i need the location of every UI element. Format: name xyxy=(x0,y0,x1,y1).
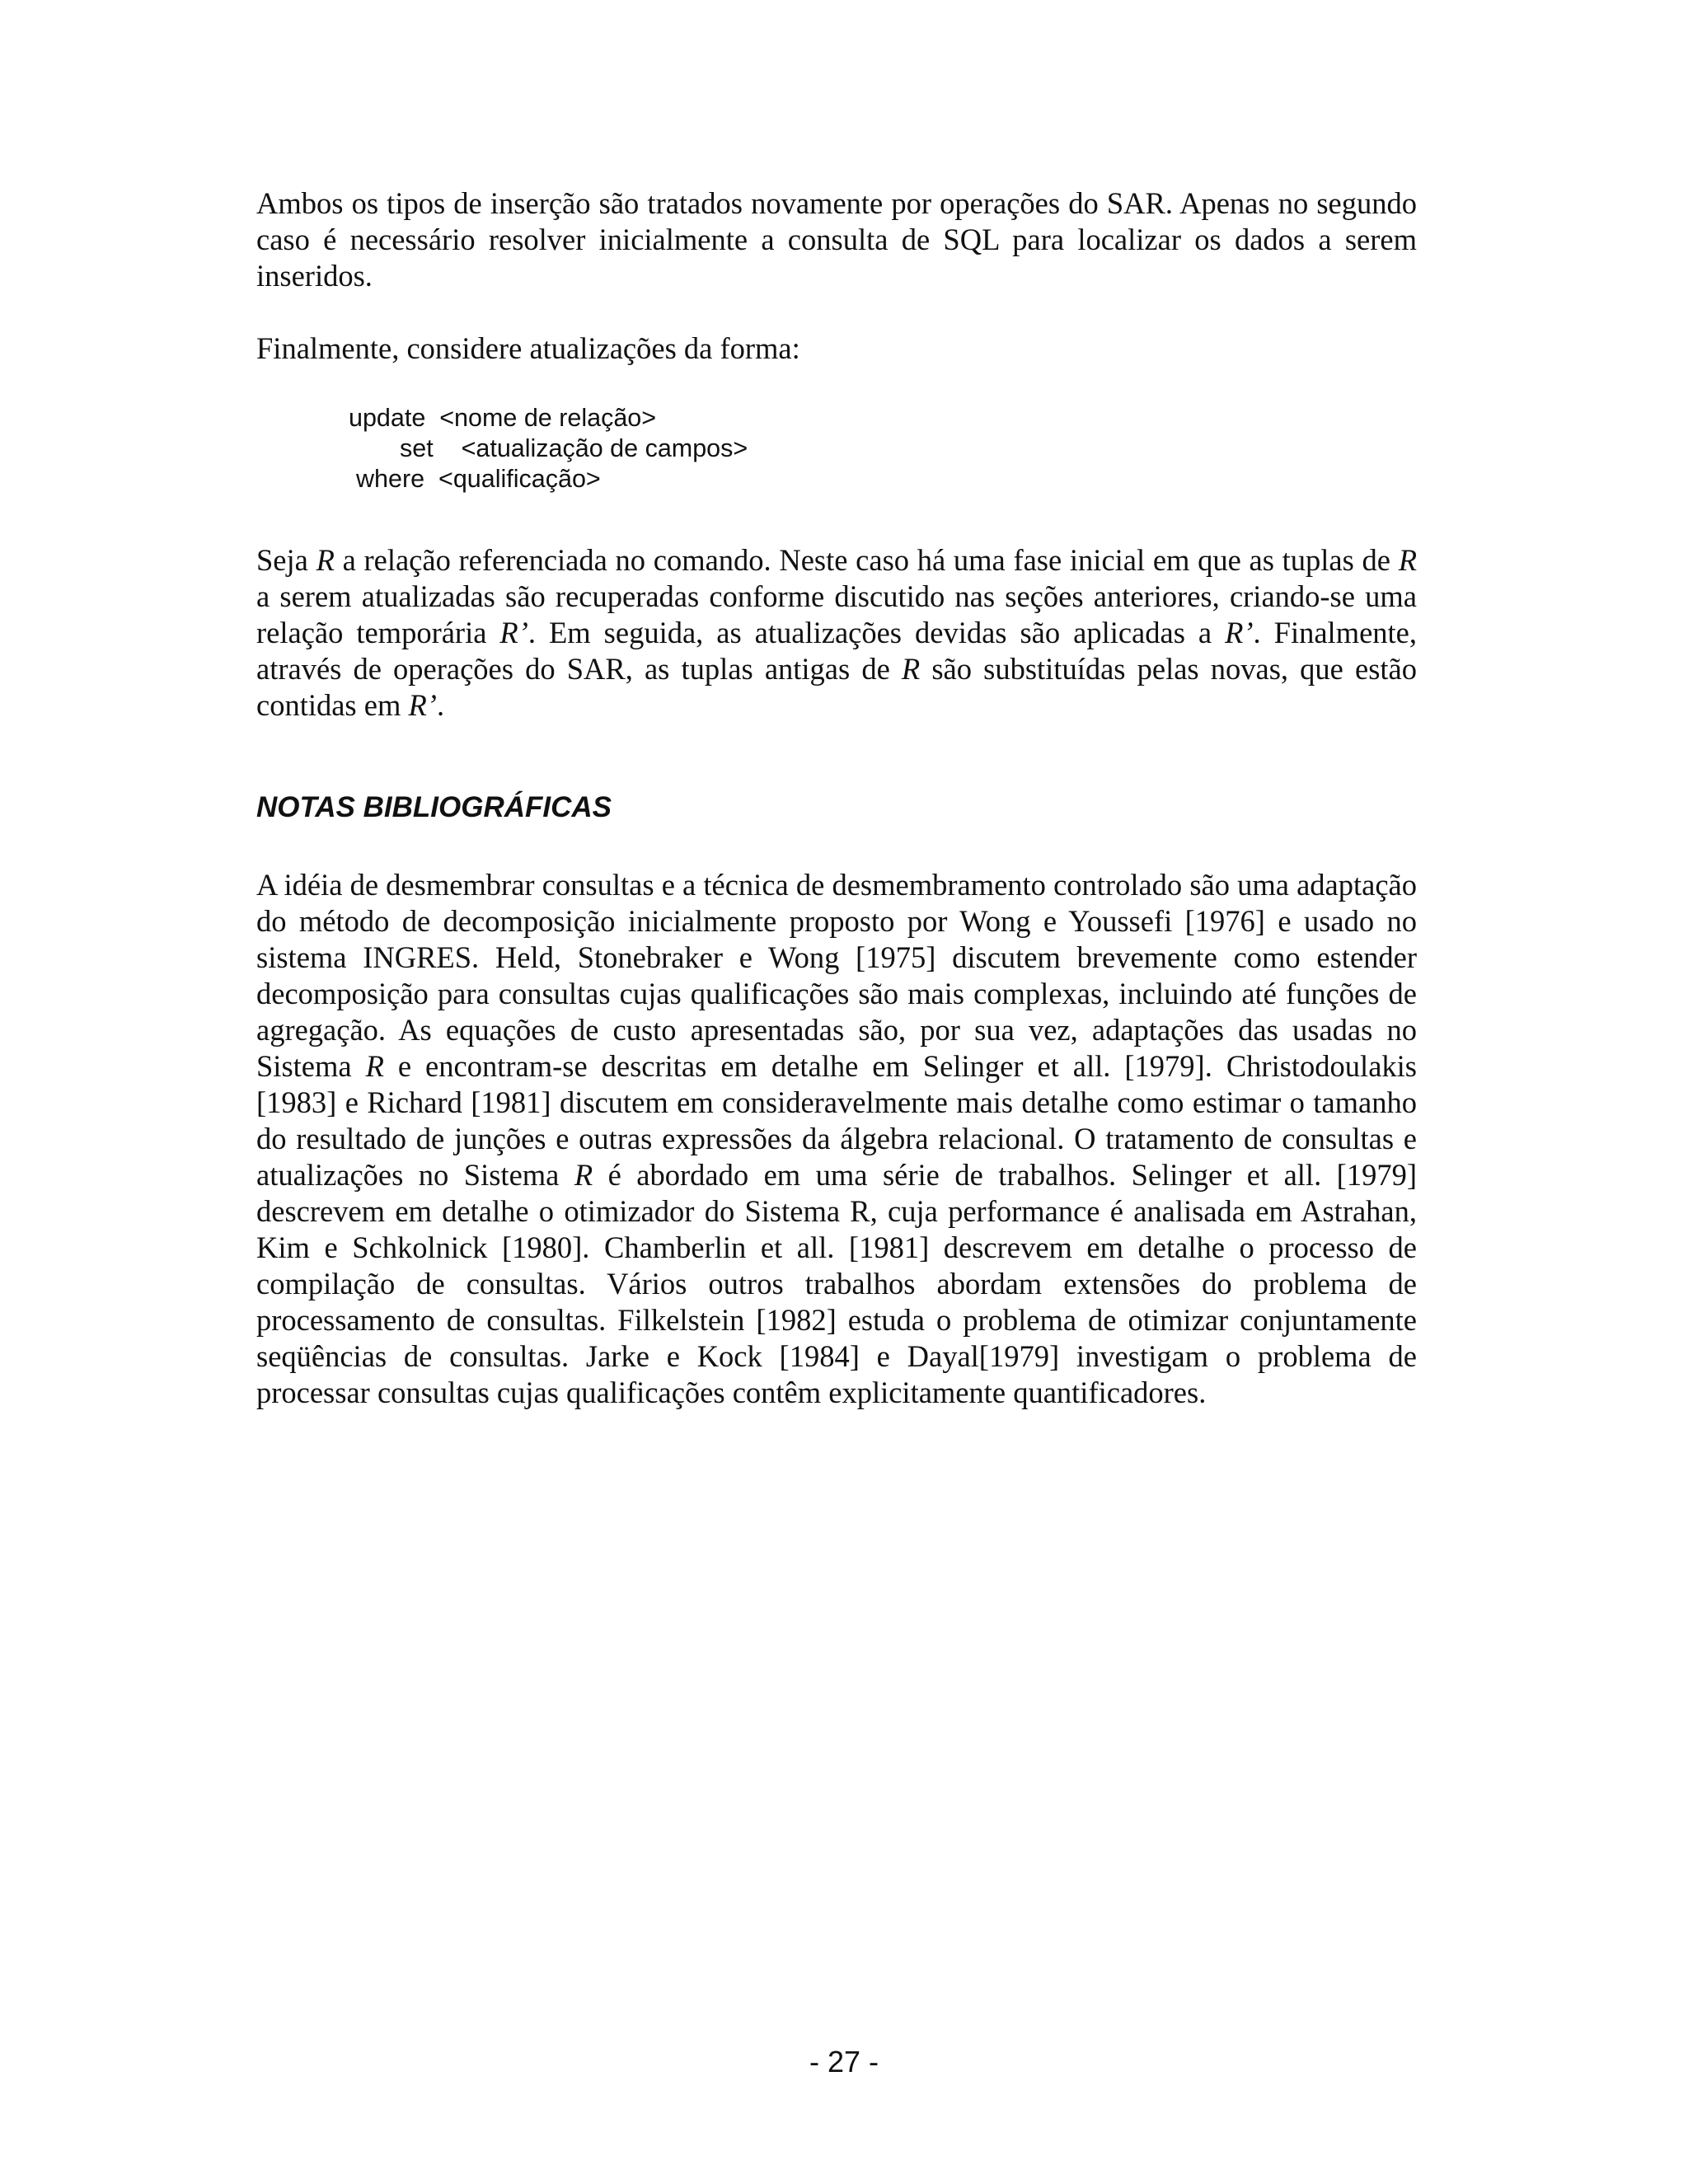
variable-r-prime: R’ xyxy=(499,616,528,649)
paragraph-insertion: Ambos os tipos de inserção são tratados novamente por operações do SAR. Apenas no segundo caso é necessário resolver inicialmente a consulta de SQL para localizar os dados a serem inseridos. xyxy=(256,186,1417,293)
variable-r: R xyxy=(365,1049,384,1083)
page-content xyxy=(256,185,1417,1411)
code-line-where: where <qualificação> xyxy=(356,465,601,493)
paragraph-update-intro: Finalmente, considere atualizações da forma: xyxy=(256,331,800,365)
text-segment: a serem atualizadas são recuperadas conforme discutido nas seções anteriores, criando-se uma relação temporária xyxy=(256,579,1417,649)
text-segment: a relação referenciada no comando. Neste caso há uma fase inicial em que as tuplas de xyxy=(334,543,1399,577)
code-block-update xyxy=(256,403,1417,494)
text-segment: . Finalmente, através de operações do SAR, as tuplas antigas de xyxy=(256,616,1418,686)
variable-r-prime: R’ xyxy=(1225,616,1254,649)
text-segment: . Em seguida, as atualizações devidas são aplicadas a xyxy=(528,616,1226,649)
paragraph-relation xyxy=(256,542,1417,724)
paragraph-bibliography xyxy=(256,867,1417,1411)
variable-r: R xyxy=(901,652,921,686)
page-number: - 27 - xyxy=(809,2045,879,2079)
text-segment: e encontram-se descritas em detalhe em Selinger et all. [1979]. Christodoulakis [1983] e Richard [1981] discutem em consideravelmente mais detalhe como estimar o tamanho do resultado de junções e outras expressões da álgebra relacional. O tratamento de consultas e atualizações no Sistema xyxy=(256,1049,1417,1192)
text-segment: A idéia de desmembrar consultas e a técnica de desmembramento controlado são uma adaptação do método de decomposição inicialmente proposto por Wong e Youssefi [1976] e usado no sistema INGRES. Held, Stonebraker e Wong [1975] discutem brevemente como estender decomposição para consultas cujas qualificações são mais complexas, incluindo até funções de agregação. As equações de custo apresentadas são, por sua vez, adaptações das usadas no Sistema xyxy=(256,868,1417,1083)
section-heading-bibliography: NOTAS BIBLIOGRÁFICAS xyxy=(256,791,612,823)
code-line-set: set <atualização de campos> xyxy=(400,434,748,462)
variable-r: R xyxy=(316,543,335,577)
variable-r: R xyxy=(1398,543,1418,577)
text-segment: são substituídas pelas novas, que estão contidas em xyxy=(256,652,1417,722)
variable-r: R xyxy=(574,1158,593,1192)
text-segment: é abordado em uma série de trabalhos. Selinger et all. [1979] descrevem em detalhe o otimizador do Sistema R, cuja performance é analisada em Astrahan, Kim e Schkolnick [1980]. Chamberlin et all. [1981] descrevem em detalhe o processo de compilação de consultas. Vários outros trabalhos abordam extensões do problema de processamento de consultas. Filkelstein [1982] estuda o problema de otimizar conjuntamente seqüências de consultas. Jarke e Kock [1984] e Dayal[1979] investigam o problema de processar consultas cujas qualificações contêm explicitamente quantificadores. xyxy=(256,1158,1417,1409)
code-line-update: update <nome de relação> xyxy=(349,404,657,432)
text-segment: . xyxy=(436,688,445,722)
variable-r-prime: R’ xyxy=(408,688,437,722)
text-segment: Seja xyxy=(256,543,316,577)
